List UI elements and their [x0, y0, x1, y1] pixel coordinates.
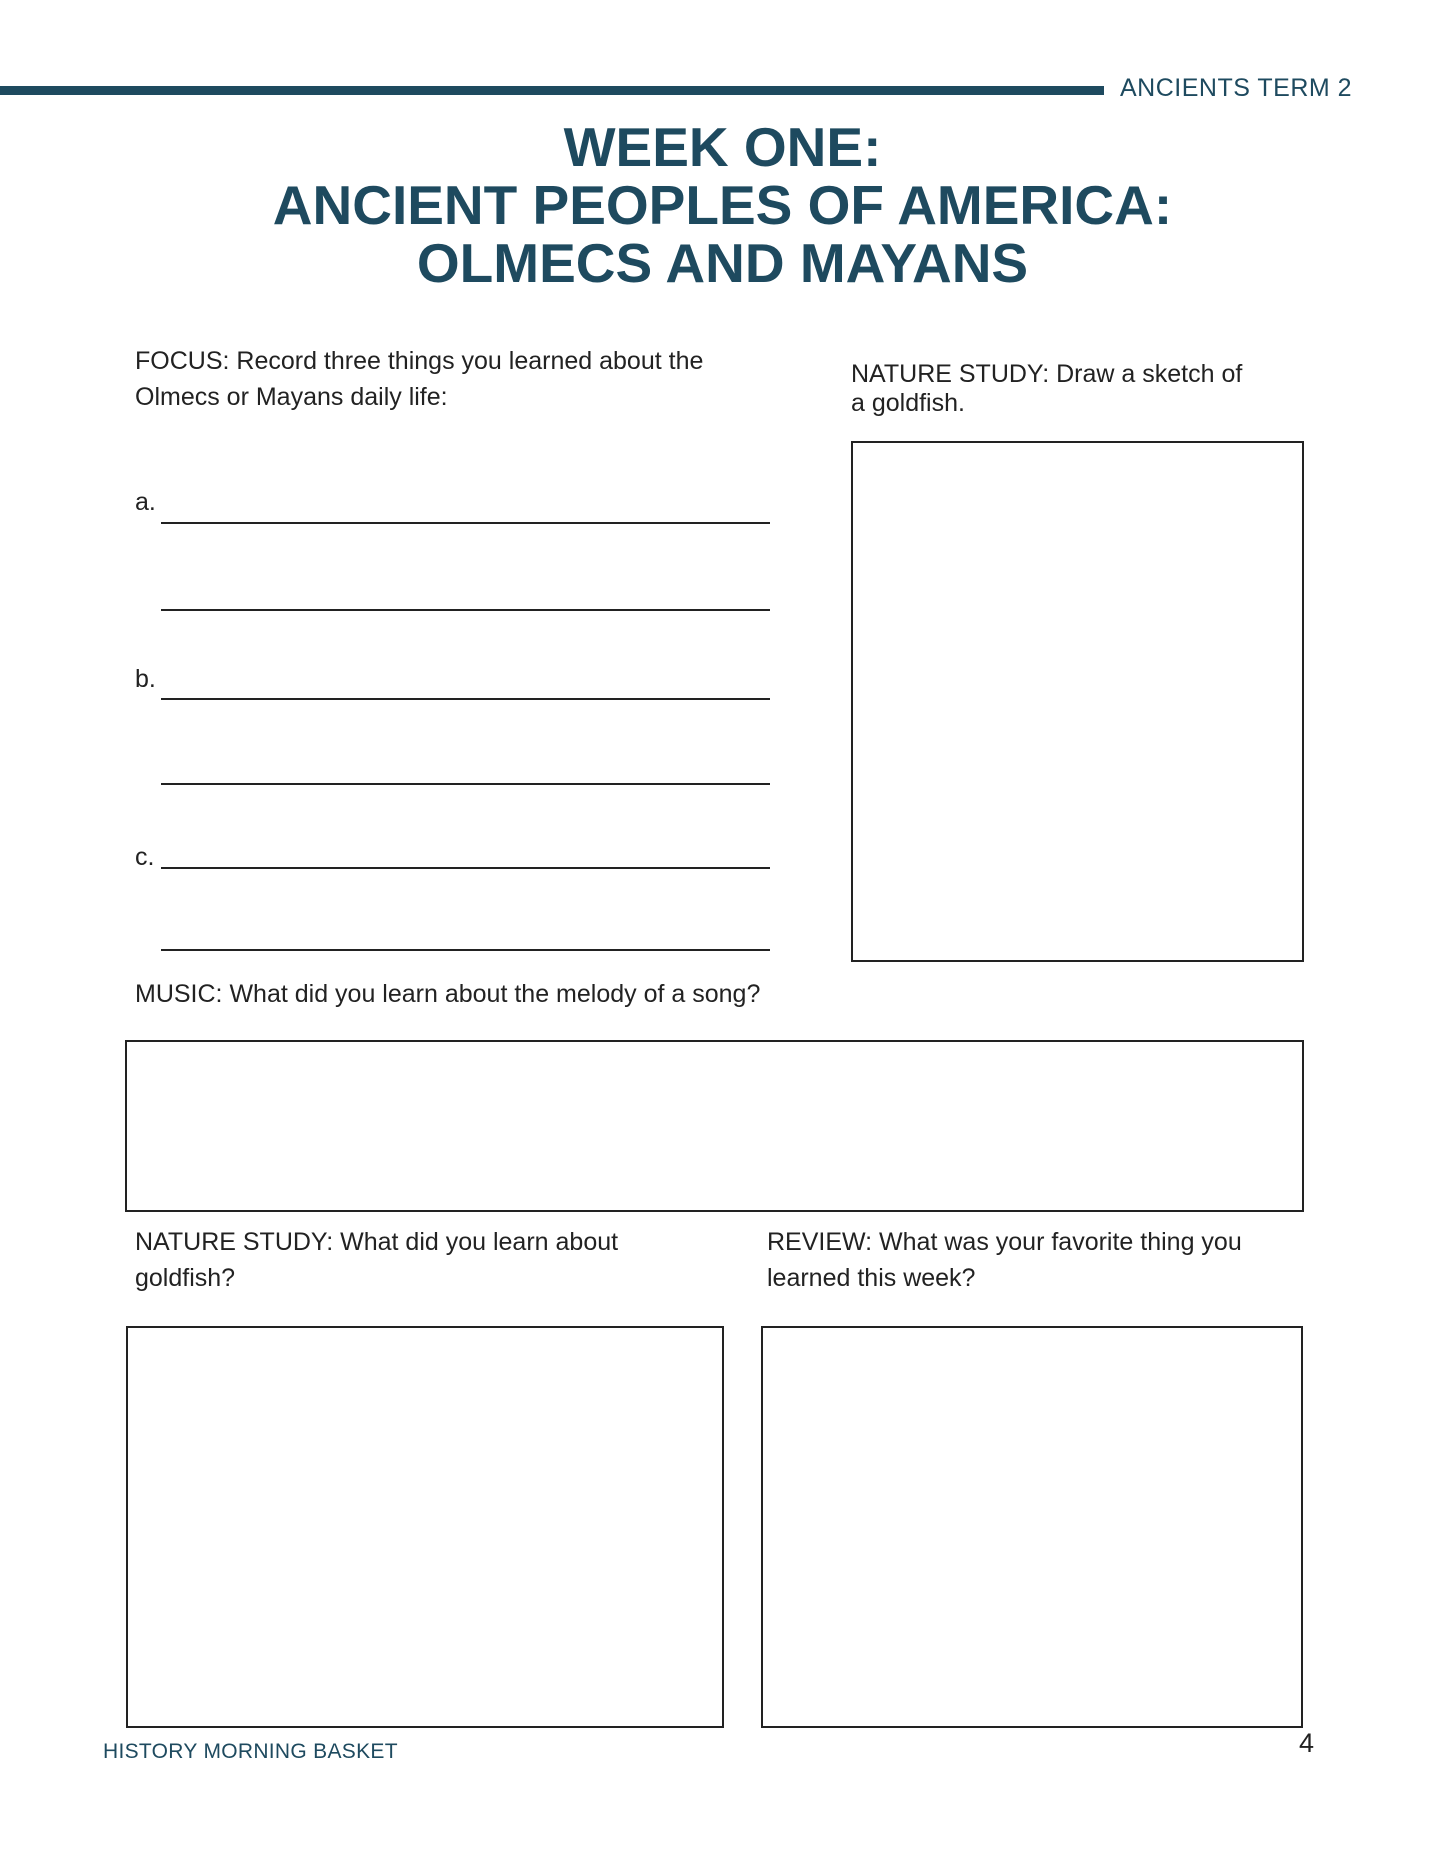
- music-answer-box[interactable]: [125, 1040, 1304, 1212]
- focus-prompt-line-1: FOCUS: Record three things you learned about the: [135, 347, 704, 375]
- focus-item-a-line-1[interactable]: [161, 522, 770, 524]
- focus-item-c-line-2[interactable]: [161, 949, 770, 951]
- review-prompt-line-2: learned this week?: [767, 1264, 976, 1292]
- focus-item-c-label: c.: [135, 843, 155, 871]
- focus-item-b-line-1[interactable]: [161, 698, 770, 700]
- focus-item-a-label: a.: [135, 488, 156, 516]
- focus-item-b-line-2[interactable]: [161, 783, 770, 785]
- focus-item-a-line-2[interactable]: [161, 609, 770, 611]
- focus-item-c-line-1[interactable]: [161, 867, 770, 869]
- nature-sketch-prompt-line-2: a goldfish.: [851, 389, 965, 417]
- term-label: ANCIENTS TERM 2: [1120, 74, 1353, 102]
- page-number: 4: [1299, 1728, 1315, 1758]
- title-line-1: WEEK ONE:: [563, 116, 882, 178]
- focus-prompt: [135, 343, 703, 415]
- title-line-3: OLMECS AND MAYANS: [416, 232, 1029, 294]
- review-prompt-line-1: REVIEW: What was your favorite thing you: [767, 1228, 1242, 1256]
- review-answer-box[interactable]: [761, 1326, 1303, 1728]
- title-line-2: ANCIENT PEOPLES OF AMERICA:: [272, 174, 1173, 236]
- nature-sketch-prompt: [851, 360, 1242, 418]
- page-title: [0, 118, 1445, 292]
- nature-learn-answer-box[interactable]: [126, 1326, 724, 1728]
- nature-learn-prompt: [135, 1224, 618, 1296]
- focus-prompt-line-2: Olmecs or Mayans daily life:: [135, 383, 448, 411]
- nature-sketch-box[interactable]: [851, 441, 1304, 962]
- header-rule: [0, 86, 1104, 95]
- footer-title: HISTORY MORNING BASKET: [103, 1740, 398, 1763]
- music-prompt: MUSIC: What did you learn about the melody of a song?: [135, 980, 761, 1008]
- nature-learn-prompt-line-2: goldfish?: [135, 1264, 236, 1292]
- nature-learn-prompt-line-1: NATURE STUDY: What did you learn about: [135, 1228, 619, 1256]
- nature-sketch-prompt-line-1: NATURE STUDY: Draw a sketch of: [851, 360, 1243, 388]
- review-prompt: [767, 1224, 1242, 1296]
- focus-item-b-label: b.: [135, 665, 156, 693]
